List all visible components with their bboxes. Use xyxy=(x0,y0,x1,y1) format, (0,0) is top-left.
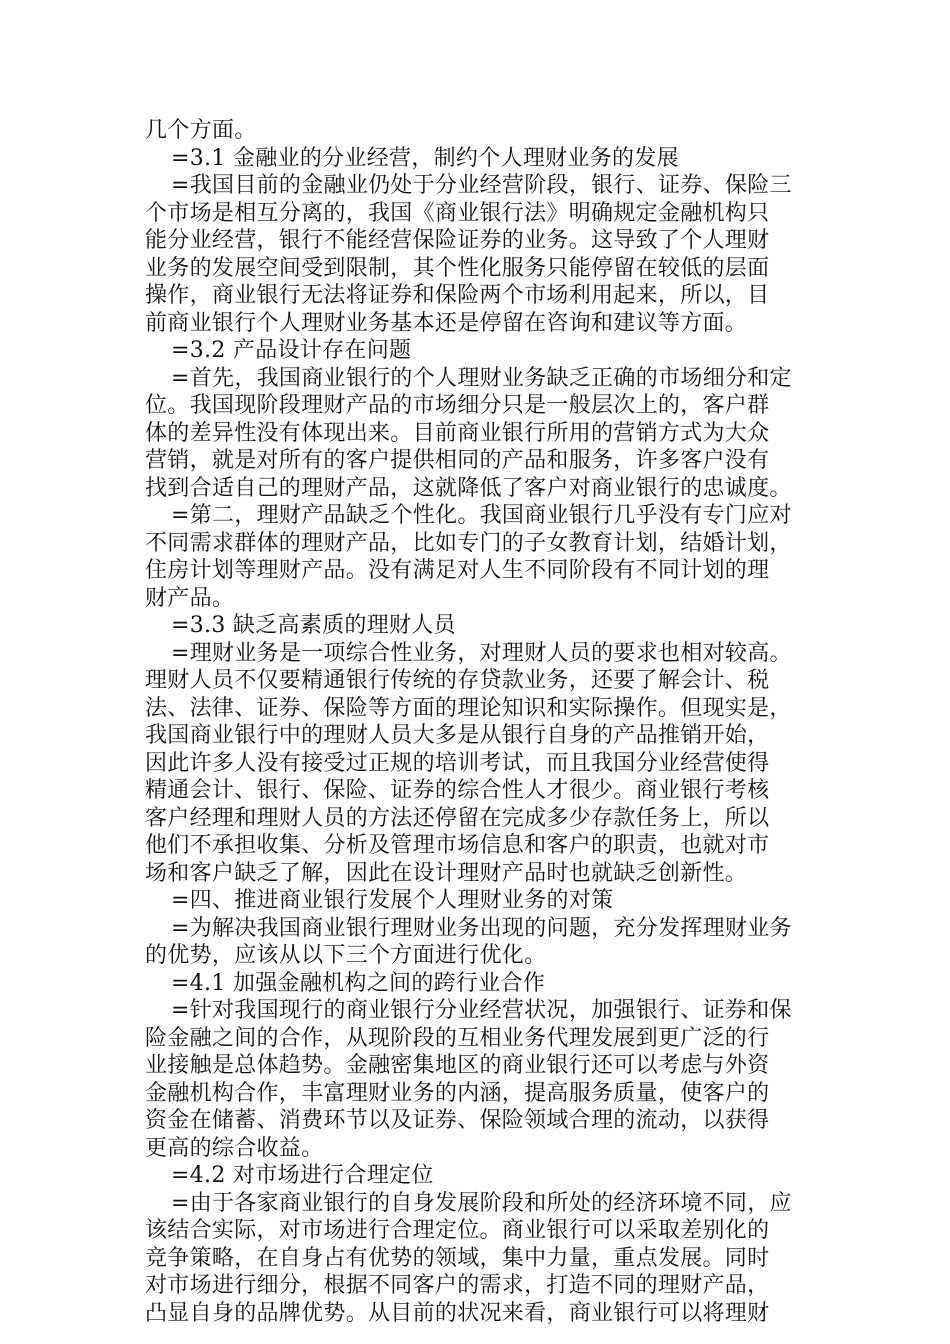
text-line: 我国商业银行中的理财人员大多是从银行自身的产品推销开始， xyxy=(145,723,770,748)
text-line: 对市场进行细分，根据不同客户的需求，打造不同的理财产品， xyxy=(145,1273,770,1298)
text-line: 财产品。 xyxy=(145,585,235,611)
text-line: 操作，商业银行无法将证券和保险两个市场利用起来，所以，目 xyxy=(145,283,770,308)
text-line: 理财人员不仅要精通银行传统的存贷款业务，还要了解会计、税 xyxy=(145,668,770,693)
text-line: =首先，我国商业银行的个人理财业务缺乏正确的市场细分和定 xyxy=(171,365,792,391)
text-line: =我国目前的金融业仍处于分业经营阶段，银行、证券、保险三 xyxy=(171,173,792,198)
text-line: 不同需求群体的理财产品，比如专门的子女教育计划，结婚计划， xyxy=(145,530,792,556)
text-line: 精通会计、银行、保险、证券的综合性人才很少。商业银行考核 xyxy=(145,778,770,803)
text-line: =理财业务是一项综合性业务，对理财人员的要求也相对较高。 xyxy=(171,640,792,666)
text-line: 法、法律、证券、保险等方面的理论知识和实际操作。但现实是， xyxy=(145,695,792,721)
text-line: 的优势，应该从以下三个方面进行优化。 xyxy=(145,943,547,968)
text-line: 险金融之间的合作，从现阶段的互相业务代理发展到更广泛的行 xyxy=(145,1025,770,1051)
text-line: 该结合实际，对市场进行合理定位。商业银行可以采取差别化的 xyxy=(145,1218,770,1243)
text-line: 营销，就是对所有的客户提供相同的产品和服务，许多客户没有 xyxy=(145,448,770,473)
text-line: =为解决我国商业银行理财业务出现的问题，充分发挥理财业务 xyxy=(171,915,792,941)
text-line: =第二，理财产品缺乏个性化。我国商业银行几乎没有专门应对 xyxy=(171,503,792,528)
text-line: 客户经理和理财人员的方法还停留在完成多少存款任务上，所以 xyxy=(145,805,770,831)
text-line: 前商业银行个人理财业务基本还是停留在咨询和建议等方面。 xyxy=(145,310,748,336)
text-line: 场和客户缺乏了解，因此在设计理财产品时也就缺乏创新性。 xyxy=(145,860,748,886)
text-line: 住房计划等理财产品。没有满足对人生不同阶段有不同计划的理 xyxy=(145,558,770,583)
text-line: 金融机构合作，丰富理财业务的内涵，提高服务质量，使客户的 xyxy=(145,1080,770,1106)
text-line: 因此许多人没有接受过正规的培训考试，而且我国分业经营使得 xyxy=(145,750,770,776)
text-line: 凸显自身的品牌优势。从目前的状况来看，商业银行可以将理财 xyxy=(145,1300,770,1326)
text-line: 竞争策略，在自身占有优势的领域，集中力量，重点发展。同时 xyxy=(145,1245,770,1271)
text-line: 个市场是相互分离的，我国《商业银行法》明确规定金融机构只 xyxy=(145,200,770,226)
text-line: 体的差异性没有体现出来。目前商业银行所用的营销方式为大众 xyxy=(145,420,770,446)
text-line: =4.1 加强金融机构之间的跨行业合作 xyxy=(171,970,546,996)
text-line: =3.1 金融业的分业经营，制约个人理财业务的发展 xyxy=(171,145,679,171)
text-line: 他们不承担收集、分析及管理市场信息和客户的职责，也就对市 xyxy=(145,833,770,858)
text-line: 业务的发展空间受到限制，其个性化服务只能停留在较低的层面 xyxy=(145,255,770,281)
text-line: 位。我国现阶段理财产品的市场细分只是一般层次上的，客户群 xyxy=(145,393,770,418)
text-line: =4.2 对市场进行合理定位 xyxy=(171,1163,434,1188)
text-line: =3.2 产品设计存在问题 xyxy=(171,338,412,363)
text-line: =四、推进商业银行发展个人理财业务的对策 xyxy=(171,888,614,913)
text-line: =3.3 缺乏高素质的理财人员 xyxy=(171,613,456,638)
text-line: 更高的综合收益。 xyxy=(145,1135,324,1161)
text-line: 资金在储蓄、消费环节以及证券、保险领域合理的流动，以获得 xyxy=(145,1108,770,1133)
text-line: 找到合适自己的理财产品，这就降低了客户对商业银行的忠诚度。 xyxy=(145,475,792,501)
document-body xyxy=(145,117,810,1327)
text-line: 几个方面。 xyxy=(145,118,257,143)
text-line: 能分业经营，银行不能经营保险证券的业务。这导致了个人理财 xyxy=(145,228,770,253)
text-line: =针对我国现行的商业银行分业经营状况，加强银行、证券和保 xyxy=(171,998,792,1023)
text-line: =由于各家商业银行的自身发展阶段和所处的经济环境不同，应 xyxy=(171,1190,792,1216)
text-line: 业接触是总体趋势。金融密集地区的商业银行还可以考虑与外资 xyxy=(145,1053,770,1078)
